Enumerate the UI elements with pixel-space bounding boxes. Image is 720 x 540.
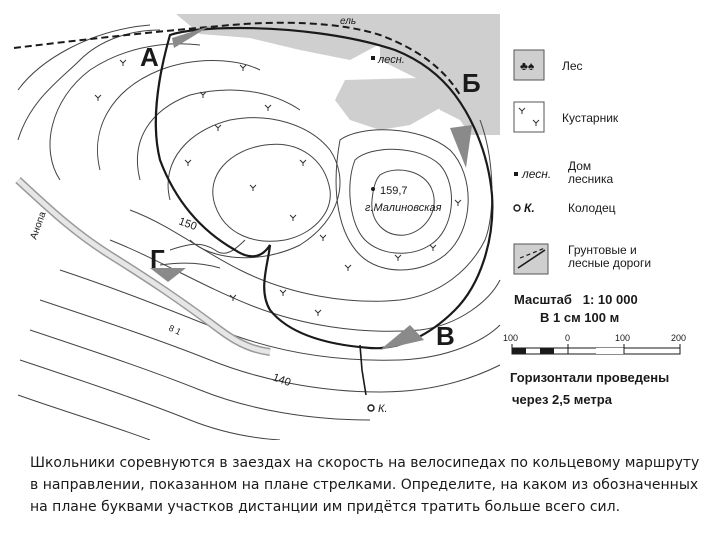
forest-icon: ♣♠ <box>520 59 535 73</box>
legend-shrub-box <box>514 102 544 132</box>
river-name: Анопа <box>28 210 49 242</box>
contour-note-line2: через 2,5 метра <box>512 392 612 407</box>
task-text: Школьники соревнуются в заездах на скорость на велосипедах по кольцевому маршруту в направлении, показанном на плане стрелками. Определите, на каком из обозначенных на плане буквами участков дистанции им придётся тратить больше всего сил. <box>30 455 700 515</box>
legend-well-label: Колодец <box>568 201 616 215</box>
forester-house-label: лесн. <box>378 54 405 66</box>
scale-tick-200: 200 <box>671 333 687 343</box>
well-icon <box>514 205 520 211</box>
legend-shrub-label: Кустарник <box>562 111 619 125</box>
scale-tick-0: 0 <box>565 333 571 343</box>
legend-well-symbol-text: К. <box>524 201 535 215</box>
scale-tick-100: 100 <box>615 333 631 343</box>
house-icon <box>514 172 518 176</box>
hill-name: г.Малиновская <box>365 202 442 214</box>
contour-label-150: 150 <box>176 215 199 234</box>
contour-note-line1: Горизонтали проведены <box>510 370 670 385</box>
forester-house-symbol <box>371 56 375 60</box>
scale-bar <box>512 344 680 354</box>
elevation-label: 159,7 <box>380 185 408 197</box>
ravine-label: 8 1 <box>167 322 183 338</box>
scale-subtitle: В 1 см 100 м <box>540 310 620 325</box>
label-v: В <box>436 321 455 351</box>
forest-top-label: ель <box>340 16 357 27</box>
legend-roads-label: Грунтовые и лесные дороги <box>568 243 652 270</box>
contour-label-140: 140 <box>270 371 293 390</box>
scale-title: Масштаб 1: 10 000 <box>514 292 638 307</box>
hill-point <box>371 187 375 191</box>
legend-forest-label: Лес <box>562 59 583 73</box>
label-a: А <box>140 42 159 72</box>
well-label-bottom: К. <box>378 403 388 415</box>
label-b: Б <box>462 68 481 98</box>
legend-house-symbol-text: лесн. <box>522 167 552 181</box>
legend-house-label: Дом лесника <box>568 159 614 186</box>
label-g: Г <box>150 244 165 274</box>
scale-tick-100-left: 100 <box>503 333 519 343</box>
